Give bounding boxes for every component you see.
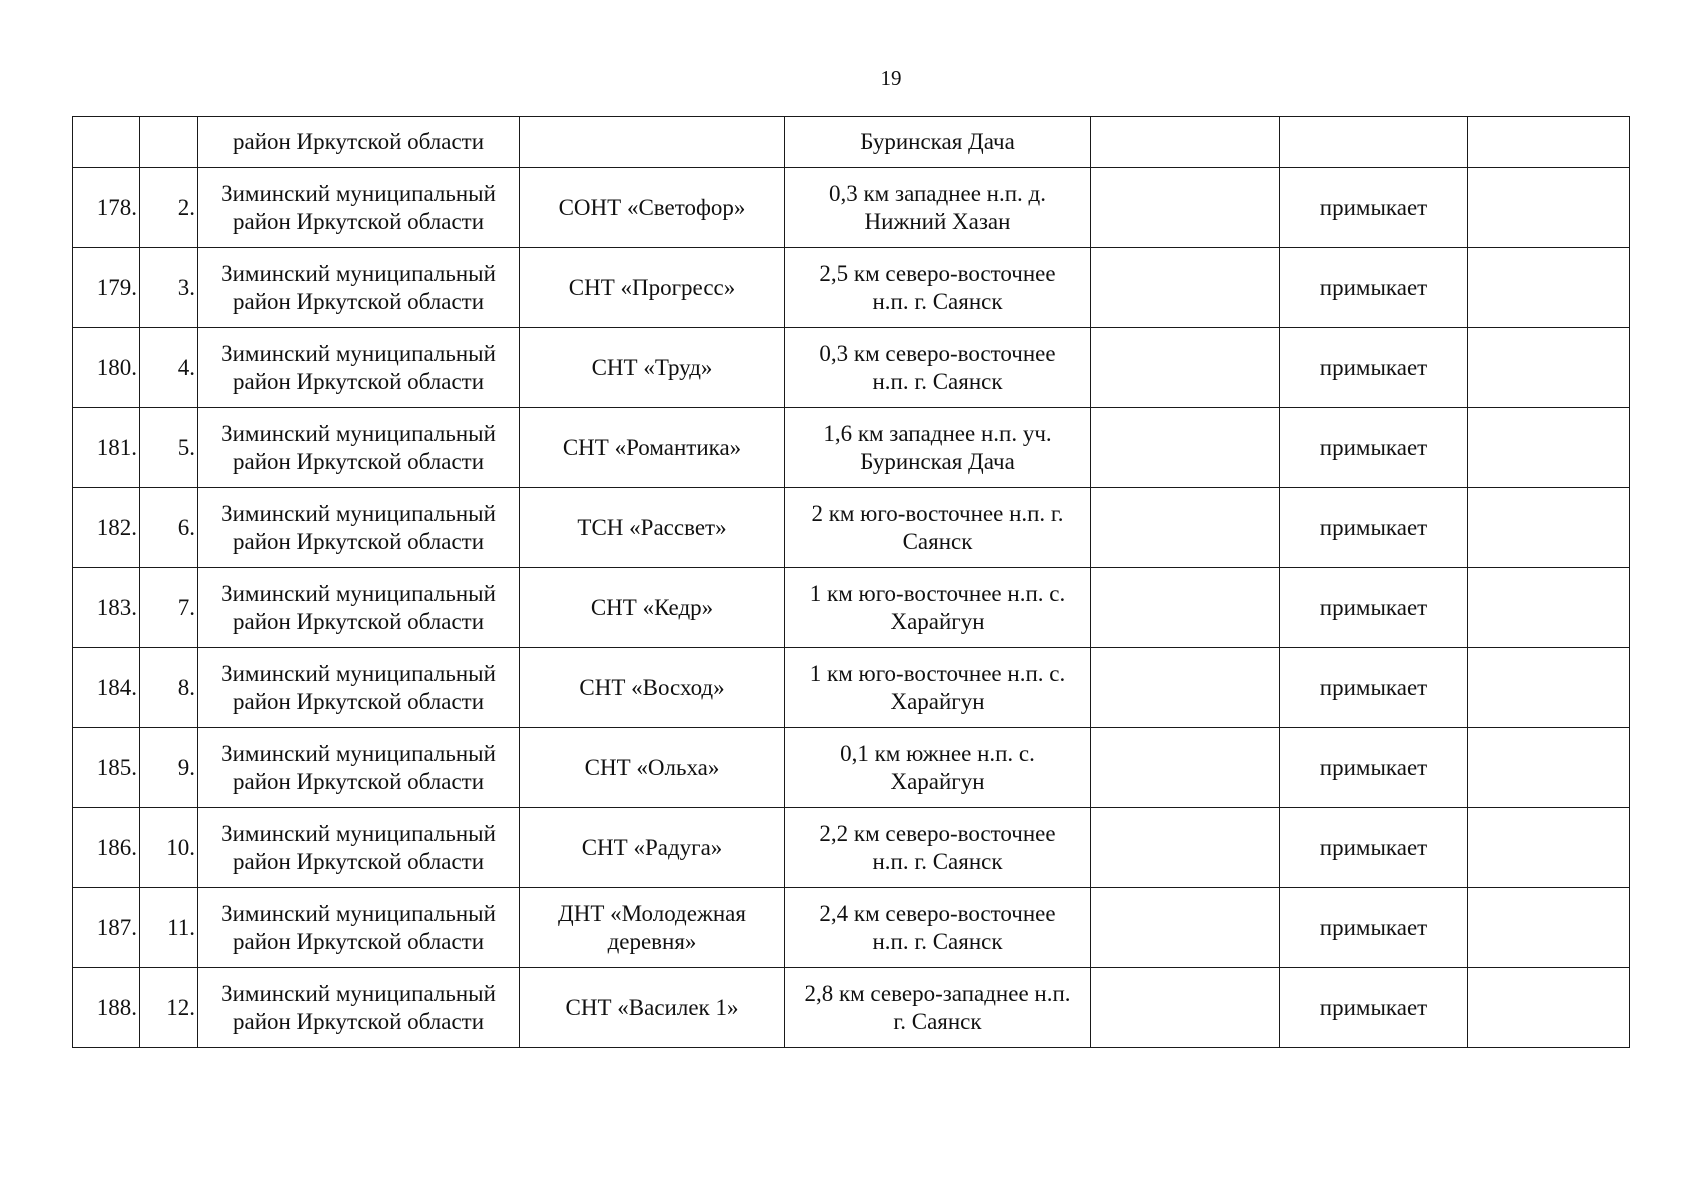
empty-cell <box>1468 328 1630 408</box>
name-cell: СНТ «Труд» <box>520 328 785 408</box>
district-cell: Зиминский муниципальный район Иркутской области <box>198 888 520 968</box>
relation-cell: примыкает <box>1280 648 1468 728</box>
name-cell: ТСН «Рассвет» <box>520 488 785 568</box>
name-cell: СНТ «Кедр» <box>520 568 785 648</box>
row-number-cell: 180. <box>73 328 140 408</box>
empty-cell <box>1091 408 1280 488</box>
empty-cell <box>1468 888 1630 968</box>
table-row <box>73 968 1630 1048</box>
district-cell: Зиминский муниципальный район Иркутской области <box>198 728 520 808</box>
settlements-table <box>72 116 1630 1048</box>
table-row <box>73 648 1630 728</box>
district-cell: Зиминский муниципальный район Иркутской области <box>198 248 520 328</box>
row-number-cell: 178. <box>73 168 140 248</box>
row-number-cell: 186. <box>73 808 140 888</box>
row-number-cell: 183. <box>73 568 140 648</box>
name-cell: ДНТ «Молодежная деревня» <box>520 888 785 968</box>
location-cell: 1 км юго-восточнее н.п. с. Харайгун <box>785 648 1091 728</box>
relation-cell: примыкает <box>1280 808 1468 888</box>
relation-cell: примыкает <box>1280 168 1468 248</box>
row-sub-number-cell: 10. <box>140 808 198 888</box>
name-cell: СОНТ «Светофор» <box>520 168 785 248</box>
empty-cell <box>1468 248 1630 328</box>
table-row <box>73 728 1630 808</box>
row-sub-number-cell: 6. <box>140 488 198 568</box>
row-sub-number-cell: 2. <box>140 168 198 248</box>
location-cell: 1,6 км западнее н.п. уч. Буринская Дача <box>785 408 1091 488</box>
table-row <box>73 888 1630 968</box>
relation-cell: примыкает <box>1280 888 1468 968</box>
table-row <box>73 168 1630 248</box>
relation-cell: примыкает <box>1280 328 1468 408</box>
row-number-cell <box>73 117 140 168</box>
location-cell: 2,5 км северо-восточнее н.п. г. Саянск <box>785 248 1091 328</box>
district-cell: Зиминский муниципальный район Иркутской области <box>198 968 520 1048</box>
row-number-cell: 181. <box>73 408 140 488</box>
empty-cell <box>1468 728 1630 808</box>
district-cell: Зиминский муниципальный район Иркутской области <box>198 648 520 728</box>
location-cell: 2 км юго-восточнее н.п. г. Саянск <box>785 488 1091 568</box>
relation-cell: примыкает <box>1280 968 1468 1048</box>
relation-cell: примыкает <box>1280 488 1468 568</box>
name-cell: СНТ «Романтика» <box>520 408 785 488</box>
table-row <box>73 568 1630 648</box>
empty-cell <box>1468 648 1630 728</box>
empty-cell <box>1091 888 1280 968</box>
location-cell: 2,8 км северо-западнее н.п. г. Саянск <box>785 968 1091 1048</box>
empty-cell <box>1468 488 1630 568</box>
table-body <box>73 117 1630 1048</box>
table-row <box>73 328 1630 408</box>
empty-cell <box>1091 568 1280 648</box>
row-sub-number-cell: 9. <box>140 728 198 808</box>
page-number: 19 <box>880 66 902 90</box>
district-cell: Зиминский муниципальный район Иркутской области <box>198 408 520 488</box>
empty-cell <box>1468 168 1630 248</box>
row-number-cell: 185. <box>73 728 140 808</box>
empty-cell <box>1468 968 1630 1048</box>
row-sub-number-cell: 12. <box>140 968 198 1048</box>
relation-cell <box>1280 117 1468 168</box>
row-number-cell: 179. <box>73 248 140 328</box>
empty-cell <box>1091 808 1280 888</box>
empty-cell <box>1091 168 1280 248</box>
location-cell: 0,3 км западнее н.п. д. Нижний Хазан <box>785 168 1091 248</box>
district-cell: район Иркутской области <box>198 117 520 168</box>
district-cell: Зиминский муниципальный район Иркутской области <box>198 168 520 248</box>
district-cell: Зиминский муниципальный район Иркутской области <box>198 568 520 648</box>
table-row <box>73 808 1630 888</box>
row-sub-number-cell: 7. <box>140 568 198 648</box>
district-cell: Зиминский муниципальный район Иркутской области <box>198 328 520 408</box>
row-number-cell: 184. <box>73 648 140 728</box>
location-cell: 0,1 км южнее н.п. с. Харайгун <box>785 728 1091 808</box>
row-number-cell: 187. <box>73 888 140 968</box>
name-cell: СНТ «Восход» <box>520 648 785 728</box>
name-cell: СНТ «Ольха» <box>520 728 785 808</box>
empty-cell <box>1468 808 1630 888</box>
row-sub-number-cell <box>140 117 198 168</box>
table-row <box>73 408 1630 488</box>
empty-cell <box>1091 968 1280 1048</box>
table-row-continuation <box>73 117 1630 168</box>
relation-cell: примыкает <box>1280 728 1468 808</box>
row-sub-number-cell: 4. <box>140 328 198 408</box>
relation-cell: примыкает <box>1280 568 1468 648</box>
empty-cell <box>1091 648 1280 728</box>
empty-cell <box>1091 248 1280 328</box>
row-number-cell: 182. <box>73 488 140 568</box>
empty-cell <box>1091 728 1280 808</box>
row-sub-number-cell: 8. <box>140 648 198 728</box>
row-sub-number-cell: 11. <box>140 888 198 968</box>
location-cell: 1 км юго-восточнее н.п. с. Харайгун <box>785 568 1091 648</box>
row-sub-number-cell: 3. <box>140 248 198 328</box>
table-row <box>73 488 1630 568</box>
location-cell: 0,3 км северо-восточнее н.п. г. Саянск <box>785 328 1091 408</box>
empty-cell <box>1468 408 1630 488</box>
location-cell: Буринская Дача <box>785 117 1091 168</box>
name-cell: СНТ «Радуга» <box>520 808 785 888</box>
name-cell: СНТ «Василек 1» <box>520 968 785 1048</box>
empty-cell <box>1091 488 1280 568</box>
empty-cell <box>1091 328 1280 408</box>
relation-cell: примыкает <box>1280 248 1468 328</box>
location-cell: 2,2 км северо-восточнее н.п. г. Саянск <box>785 808 1091 888</box>
row-sub-number-cell: 5. <box>140 408 198 488</box>
district-cell: Зиминский муниципальный район Иркутской области <box>198 488 520 568</box>
empty-cell <box>1091 117 1280 168</box>
table-row <box>73 248 1630 328</box>
row-number-cell: 188. <box>73 968 140 1048</box>
name-cell: СНТ «Прогресс» <box>520 248 785 328</box>
district-cell: Зиминский муниципальный район Иркутской области <box>198 808 520 888</box>
location-cell: 2,4 км северо-восточнее н.п. г. Саянск <box>785 888 1091 968</box>
empty-cell <box>1468 117 1630 168</box>
empty-cell <box>1468 568 1630 648</box>
name-cell <box>520 117 785 168</box>
relation-cell: примыкает <box>1280 408 1468 488</box>
